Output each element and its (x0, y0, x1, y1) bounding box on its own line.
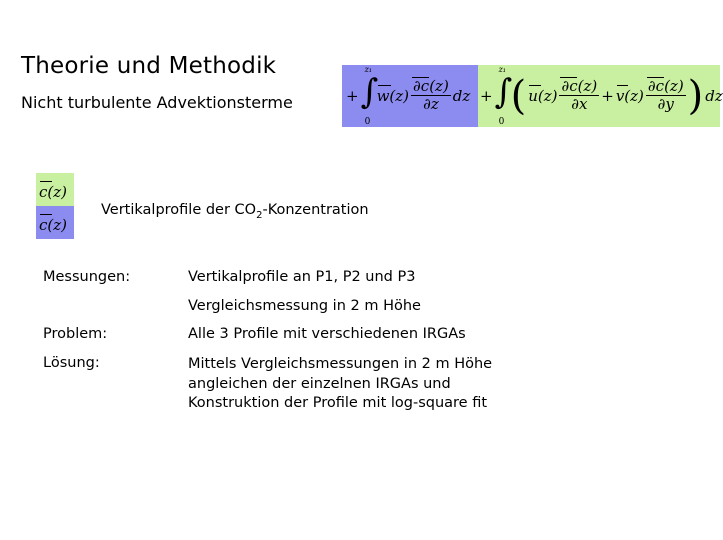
loesung-text-line-2: angleichen der einzelnen IRGAs und (188, 375, 451, 392)
w-term: w(z) (376, 87, 410, 105)
integral-upper-limit: z₁ (364, 65, 372, 74)
loesung-label: Lösung: (43, 355, 100, 371)
loesung-text-line-1: Mittels Vergleichsmessungen in 2 m Höhe (188, 356, 493, 372)
messungen-label: Messungen: (43, 269, 131, 285)
dc-numerator: ∂c(z) (647, 77, 684, 96)
integral-upper-limit: z₁ (498, 65, 506, 74)
cz-symbol-green (36, 173, 74, 206)
right-paren: ) (687, 73, 704, 119)
messungen-text-1: Vertikalprofile an P1, P2 und P3 (188, 269, 416, 285)
horizontal-advection-term-box (478, 65, 723, 127)
plus-sign: + (346, 87, 359, 105)
u-term: u(z) (528, 87, 558, 105)
problem-label: Problem: (43, 326, 108, 342)
dc-dy-fraction (646, 79, 686, 112)
dc-dx-fraction (559, 79, 599, 112)
left-paren: ( (510, 73, 527, 119)
cz-symbol-blue (36, 206, 74, 239)
integral-lower-limit: 0 (364, 117, 371, 127)
messungen-text-2: Vergleichsmessung in 2 m Höhe (188, 298, 421, 314)
integral-lower-limit: 0 (498, 117, 505, 127)
dc-numerator: ∂c(z) (413, 77, 449, 96)
cz-description-prefix: Vertikalprofile der CO (101, 202, 257, 218)
problem-text: Alle 3 Profile mit verschiedenen IRGAs (188, 326, 466, 342)
dz-differential: dz (705, 87, 723, 105)
integral-symbol: z₁ ∫ 0 (494, 65, 513, 127)
dc-numerator: ∂c(z) (561, 77, 598, 96)
page-subtitle: Nicht turbulente Advektionsterme (21, 93, 293, 112)
cz-description-suffix: -Konzentration (262, 202, 369, 218)
plus-sign: + (601, 87, 614, 105)
horizontal-advection-equation (480, 65, 723, 127)
cz-symbol-text: c(z) (39, 216, 68, 234)
plus-sign: + (480, 87, 493, 105)
loesung-text (188, 355, 492, 414)
vertical-advection-term-box (342, 65, 478, 127)
cz-description (101, 202, 369, 221)
cz-description-subscript: 2 (256, 209, 263, 221)
vertical-advection-equation (346, 65, 471, 127)
dy-denominator: ∂y (657, 95, 674, 114)
v-term: v(z) (615, 87, 644, 105)
cz-symbol-text: c(z) (39, 183, 68, 201)
page-title: Theorie und Methodik (21, 53, 277, 79)
integral-symbol: z₁ ∫ 0 (360, 65, 379, 127)
loesung-text-line-3: Konstruktion der Profile mit log-square fit (188, 395, 488, 411)
dz-denominator: ∂z (423, 95, 439, 114)
dc-dz-fraction (411, 79, 451, 112)
dz-differential: dz (452, 87, 471, 105)
dx-denominator: ∂x (571, 95, 588, 114)
